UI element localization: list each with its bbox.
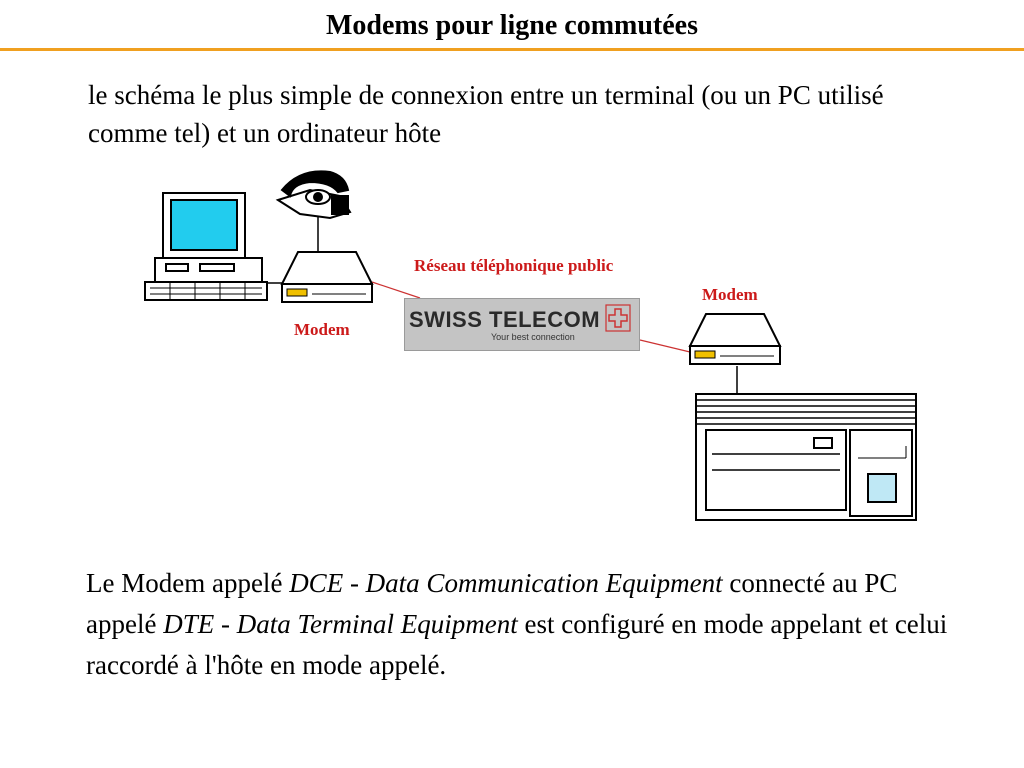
telecom-name: SWISS TELECOM xyxy=(409,307,601,332)
text-part1: Le Modem appelé xyxy=(86,568,290,598)
text-part3: est configuré en mode appelant et celui raccordé à l'hôte en mode appelé. xyxy=(86,609,948,680)
computer-terminal-icon xyxy=(145,193,267,300)
mainframe-host-icon xyxy=(696,394,916,520)
dce-term: DCE - Data Communication Equipment xyxy=(289,568,723,598)
modem-left-label: Modem xyxy=(294,320,350,339)
telecom-tagline: Your best connection xyxy=(491,332,575,342)
intro-text: le schéma le plus simple de connexion entre un terminal (ou un PC utilisé comme tel) et un ordinateur hôte xyxy=(88,80,884,148)
network-label: Réseau téléphonique public xyxy=(414,256,614,275)
modem-right-label: Modem xyxy=(702,285,758,304)
title-divider xyxy=(0,48,1024,51)
text-part2: connecté au PC appelé xyxy=(86,568,898,639)
body-paragraph xyxy=(86,563,956,686)
modem-icon xyxy=(690,314,780,364)
telephone-icon xyxy=(278,171,350,218)
swiss-cross-icon xyxy=(605,304,631,332)
swiss-telecom-logo xyxy=(404,298,640,351)
dte-term: DTE - Data Terminal Equipment xyxy=(163,609,518,639)
modem-icon xyxy=(282,252,372,302)
slide-title: Modems pour ligne commutées xyxy=(326,10,698,41)
